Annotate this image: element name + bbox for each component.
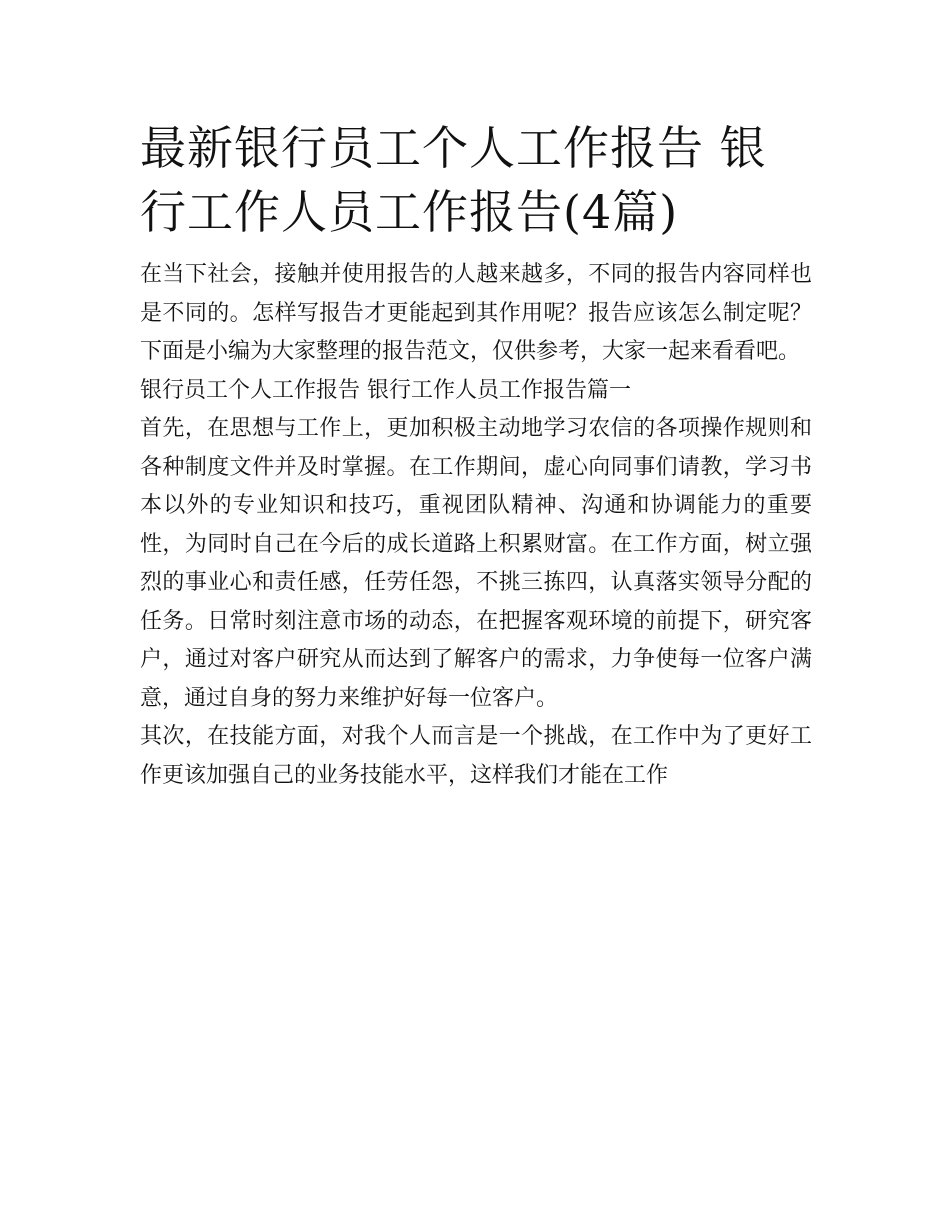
body-paragraph-2: 其次，在技能方面，对我个人而言是一个挑战，在工作中为了更好工作更该加强自己的业务技能水平，这样我们才能在工作 [140, 724, 812, 788]
document-title: 最新银行员工个人工作报告 银行工作人员工作报告(4篇) [140, 121, 767, 239]
section-heading: 银行员工个人工作报告 银行工作人员工作报告篇一 [140, 377, 631, 403]
document-body [140, 116, 812, 795]
intro-paragraph: 在当下社会，接触并使用报告的人越来越多，不同的报告内容同样也是不同的。怎样写报告才更能起到其作用呢？报告应该怎么制定呢？下面是小编为大家整理的报告范文，仅供参考，大家一起来看看吧。 [140, 262, 812, 364]
body-paragraph-1: 首先，在思想与工作上，更加积极主动地学习农信的各项操作规则和各种制度文件并及时掌握。在工作期间，虚心向同事们请教，学习书本以外的专业知识和技巧，重视团队精神、沟通和协调能力的重要性，为同时自己在今后的成长道路上积累财富。在工作方面，树立强烈的事业心和责任感，任劳任怨，不挑三拣四，认真落实领导分配的任务。日常时刻注意市场的动态，在把握客观环境的前提下，研究客户，通过对客户研究从而达到了解客户的需求，力争使每一位客户满意，通过自身的努力来维护好每一位客户。 [140, 416, 812, 711]
